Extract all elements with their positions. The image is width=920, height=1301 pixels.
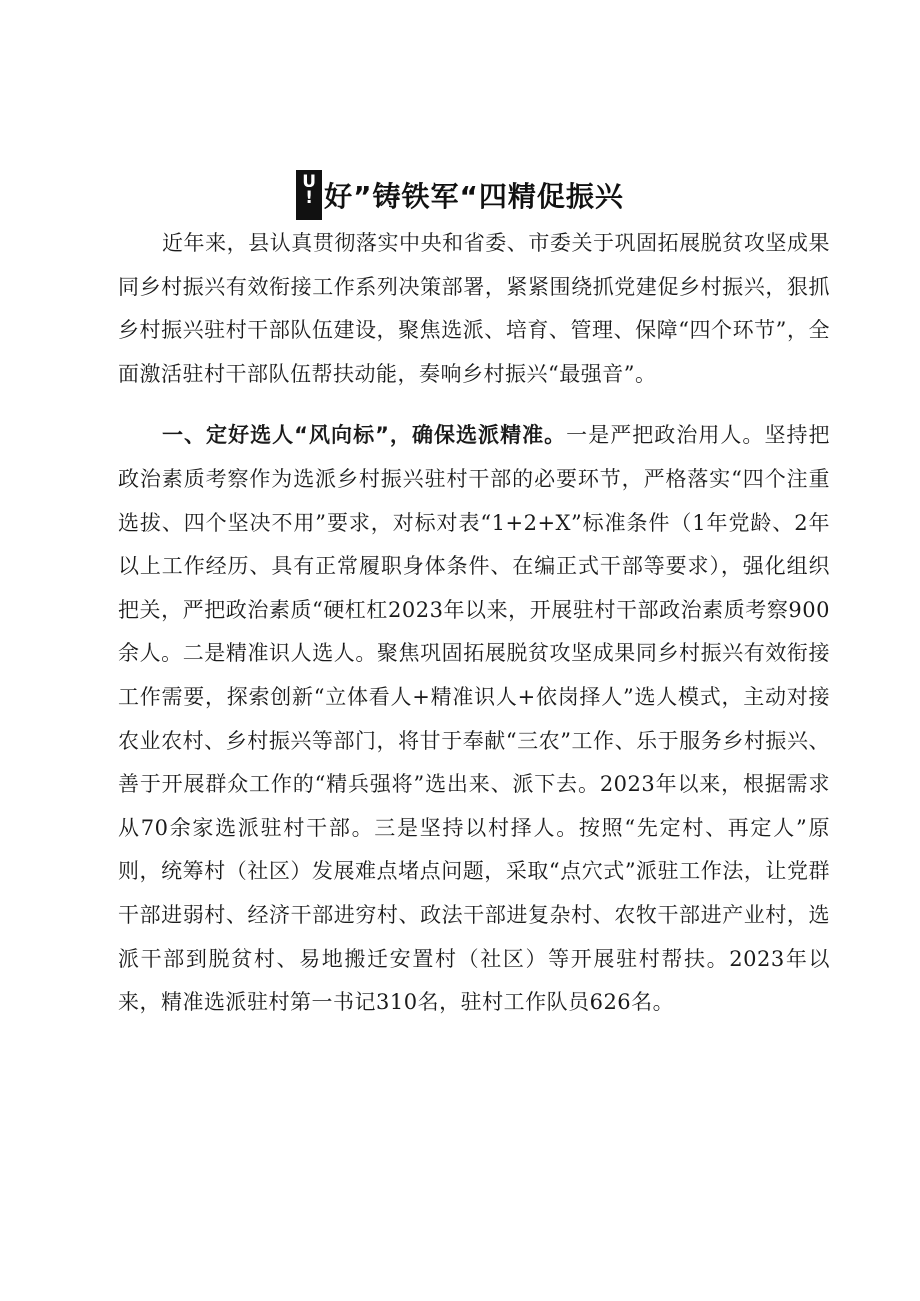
title-text: 好”铸铁军“四精促振兴 <box>324 180 624 213</box>
section-one-heading: 一、定好选人“风向标”，确保选派精准。 <box>162 423 567 448</box>
intro-paragraph-text: 近年来，县认真贯彻落实中央和省委、市委关于巩固拓展脱贫攻坚成果同乡村振兴有效衔接工作系列决策部署，紧紧围绕抓党建促乡村振兴，狠抓乡村振兴驻村干部队伍建设，聚焦选派、培育、管理、保障“四个环节”，全面激活驻村干部队伍帮扶动能，奏响乡村振兴“最强音”。 <box>118 231 830 386</box>
document-title <box>0 170 920 230</box>
title-redaction-mark: U ! <box>296 170 322 220</box>
section-one-paragraph <box>118 414 830 1024</box>
document-body <box>118 222 830 1025</box>
section-one-text: 一是严把政治用人。坚持把政治素质考察作为选派乡村振兴驻村干部的必要环节，严格落实“四个注重选拔、四个坚决不用”要求，对标对表“1+2+X”标准条件（1年党龄、2年以上工作经历、具有正常履职身体条件、在编正式干部等要求），强化组织把关，严把政治素质“硬杠杠2023年以来，开展驻村干部政治素质考察900余人。二是精准识人选人。聚焦巩固拓展脱贫攻坚成果同乡村振兴有效衔接工作需要，探索创新“立体看人+精准识人+依岗择人”选人模式，主动对接农业农村、乡村振兴等部门，将甘于奉献“三农”工作、乐于服务乡村振兴、善于开展群众工作的“精兵强将”选出来、派下去。2023年以来，根据需求从70余家选派驻村干部。三是坚持以村择人。按照“先定村、再定人”原则，统筹村（社区）发展难点堵点问题，采取“点穴式”派驻工作法，让党群干部进弱村、经济干部进穷村、政法干部进复杂村、农牧干部进产业村，选派干部到脱贫村、易地搬迁安置村（社区）等开展驻村帮扶。2023年以来，精准选派驻村第一书记310名，驻村工作队员626名。 <box>118 423 830 1015</box>
intro-paragraph <box>118 222 830 396</box>
